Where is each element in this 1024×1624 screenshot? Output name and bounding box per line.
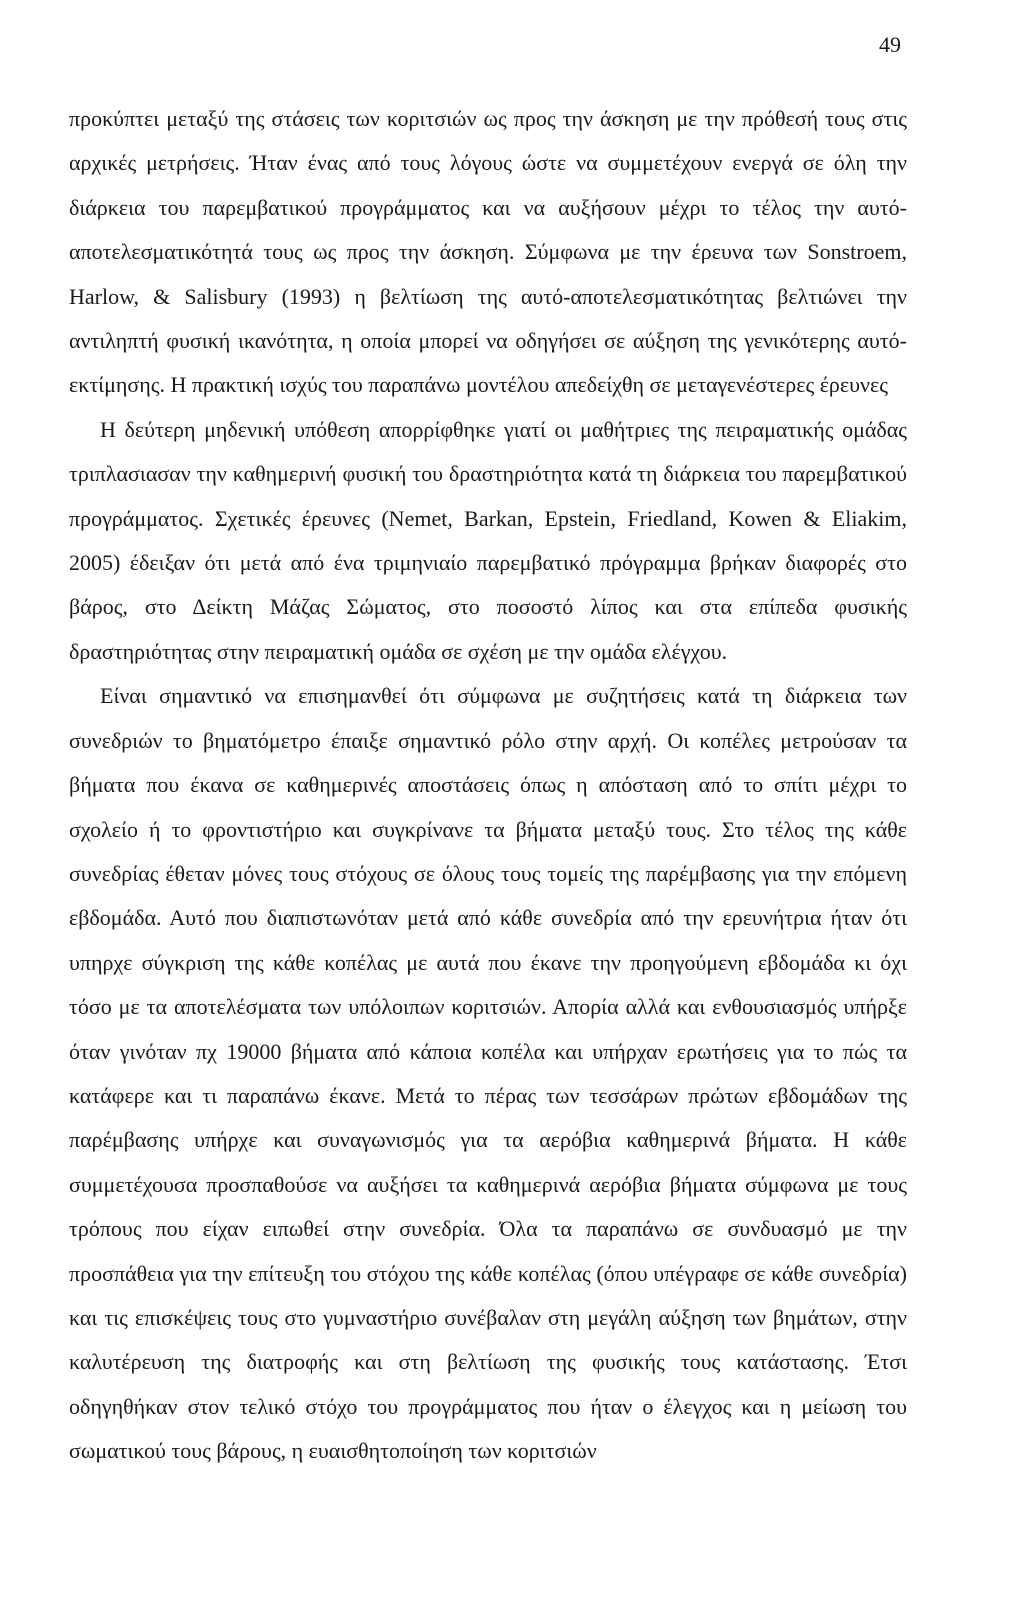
paragraph-second-hypothesis: Η δεύτερη μηδενική υπόθεση απορρίφθηκε γιατί οι μαθήτριες της πειραματικής ομάδας τριπλασιασαν την καθημερινή φυσική του δραστηριότητα κατά τη διάρκεια του παρεμβατικού προγράμματος. Σχετικές έρευνες (Nemet, Barkan, Epstein, Friedland, Kowen & Eliakim, 2005) έδειξαν ότι μετά από ένα τριμηνιαίο παρεμβατικό πρόγραμμα βρήκαν διαφορές στο βάρος, στο Δείκτη Μάζας Σώματος, στο ποσοστό λίπος και στα επίπεδα φυσικής δραστηριότητας στην πειραματική ομάδα σε σχέση με την ομάδα ελέγχου. [69, 416, 907, 664]
paragraph-pedometer-discussion: Είναι σημαντικό να επισημανθεί ότι σύμφωνα με συζητήσεις κατά τη διάρκεια των συνεδριών το βηματόμετρο έπαιξε σημαντικό ρόλο στην αρχή. Οι κοπέλες μετρούσαν τα βήματα που έκανα σε καθημερινές αποστάσεις όπως η απόσταση από το σπίτι μέχρι το σχολείο ή το φροντιστήριο και συγκρίνανε τα βήματα μεταξύ τους. Στο τέλος της κάθε συνεδρίας έθεταν μόνες τους στόχους σε όλους τους τομείς της παρέμβασης για την επόμενη εβδομάδα. Αυτό που διαπιστωνόταν μετά από κάθε συνεδρία από την ερευνήτρια ήταν ότι υπηρχε σύγκριση της κάθε κοπέλας με αυτά που έκανε την προηγούμενη εβδομάδα κι όχι τόσο με τα αποτελέσματα των υπόλοιπων κοριτσιών. Απορία αλλά και ενθουσιασμός υπήρξε όταν γινόταν πχ 19000 βήματα από κάποια κοπέλα και υπήρχαν ερωτήσεις για το πώς τα κατάφερε και τι παραπάνω έκανε. Μετά το πέρας των τεσσάρων πρώτων εβδομάδων της παρέμβασης υπήρχε και συναγωνισμός για τα αερόβια καθημερινά βήματα. Η κάθε συμμετέχουσα προσπαθούσε να αυξήσει τα καθημερινά αερόβια βήματα σύμφωνα με τους τρόπους που είχαν ειπωθεί στην συνεδρία. Όλα τα παραπάνω σε συνδυασμό με την προσπάθεια για την επίτευξη του στόχου της κάθε κοπέλας (όπου υπέγραφε σε κάθε συνεδρία) και τις επισκέψεις τους στο γυμναστήριο συνέβαλαν στη μεγάλη αύξηση των βημάτων, στην καλυτέρευση της διατροφής και στη βελτίωση της φυσικής τους κατάστασης. Έτσι οδηγηθήκαν στον τελικό στόχο του προγράμματος που ήταν ο έλεγχος και η μείωση του σωματικού τους βάρους, η ευαισθητοποίηση των κοριτσιών [69, 683, 907, 1464]
document-body [69, 97, 907, 1474]
paragraph-continuation: προκύπτει μεταξύ της στάσεις των κοριτσιών ως προς την άσκηση με την πρόθεσή τους στις αρχικές μετρήσεις. Ήταν ένας από τους λόγους ώστε να συμμετέχουν ενεργά σε όλη την διάρκεια του παρεμβατικού προγράμματος και να αυξήσουν μέχρι το τέλος την αυτό-αποτελεσματικότητά τους ως προς την άσκηση. Σύμφωνα με την έρευνα των Sonstroem, Harlow, & Salisbury (1993) η βελτίωση της αυτό-αποτελεσματικότητας βελτιώνει την αντιληπτή φυσική ικανότητα, η οποία μπορεί να οδηγήσει σε αύξηση της γενικότερης αυτό-εκτίμησης. Η πρακτική ισχύς του παραπάνω μοντέλου απεδείχθη σε μεταγενέστερες έρευνες [69, 106, 907, 398]
page-number: 49 [879, 32, 901, 57]
